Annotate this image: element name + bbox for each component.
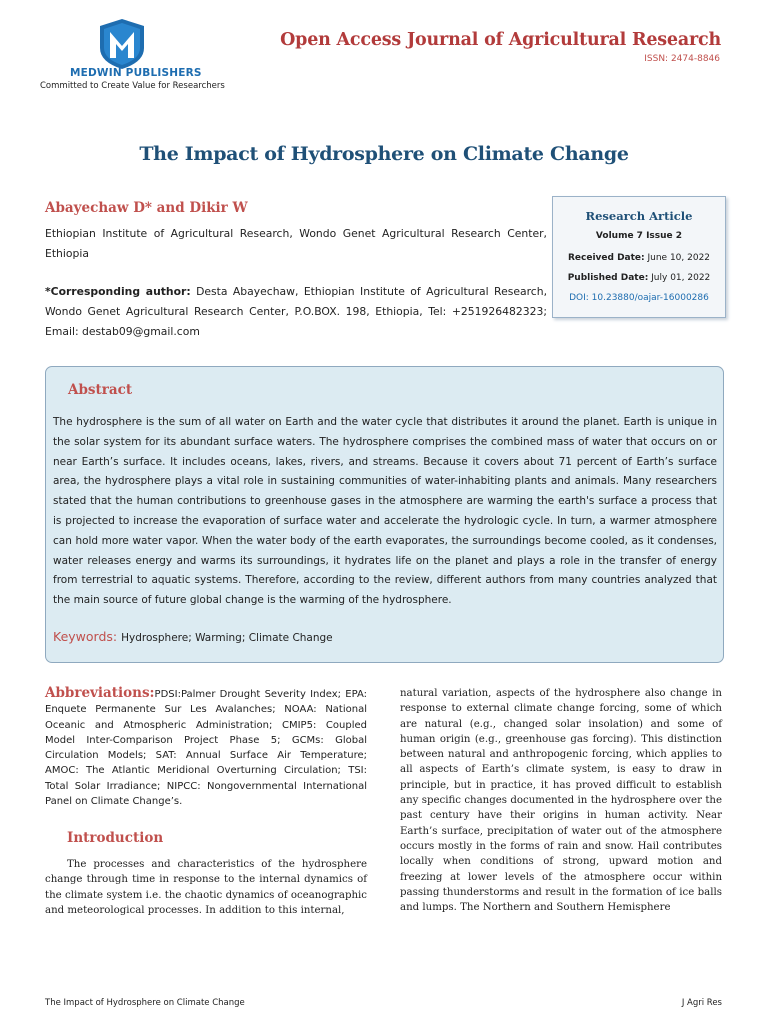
keywords-label: Keywords: xyxy=(53,629,118,644)
published-label: Published Date: xyxy=(567,273,649,283)
article-info-box xyxy=(552,196,726,318)
article-type: Research Article xyxy=(585,209,693,223)
keywords-value: Hydrosphere; Warming; Climate Change xyxy=(121,632,333,644)
published-date xyxy=(553,273,725,283)
publisher-tagline: Committed to Create Value for Researchers xyxy=(40,81,225,91)
received-date xyxy=(553,253,725,263)
right-column-paragraph: natural variation, aspects of the hydrosphere also change in response to external climate change forcing, some of which are natural (e.g., changed solar insolation) and some of human origin (e.g., greenhouse gas forcing). This distinction between natural and anthropogenic forcing, which applies to all aspects of Earth’s climate system, is easy to draw in principle, but in practice, it has proved difficult to establish any specific changes documented in the hydrosphere over the past century have their origins in human activity. Near Earth’s surface, precipitation of water out of the atmosphere occurs mostly in the forms of rain and snow. Hail contributes locally when conditions of strong, upward motion and freezing at lower levels of the atmosphere occur within passing thunderstorms and result in the formation of ice balls and lumps. The Northern and Southern Hemisphere xyxy=(400,688,722,914)
received-label: Received Date: xyxy=(567,253,645,263)
doi-link[interactable]: DOI: 10.23880/oajar-16000286 xyxy=(569,293,709,303)
abstract-heading: Abstract xyxy=(68,382,133,398)
corresponding-author xyxy=(45,282,547,342)
abstract-text: The hydrosphere is the sum of all water on Earth and the water cycle that distributes it around the planet. Earth is unique in the solar system for its abundant surface waters. The hydrosphere comprises the combined mass of water that occurs on or near Earth’s surface. It includes oceans, lakes, rivers, and streams. Because it covers about 71 percent of Earth’s surface area, the hydrosphere plays a vital role in sustaining communities of water-inhabiting plants and animals. Many researchers stated that the human contributions to greenhouse gases in the atmosphere are warming the earth's surface a process that is projected to increase the evaporation of surface water and accelerate the hydrologic cycle. In turn, a warmer atmosphere can hold more water vapor. When the water body of the earth evaporates, the surroundings become cooled, as it condenses, water releases energy and warms its surroundings, it hydrates life on the planet and plays a role in the transfer of energy from terrestrial to aquatic systems. Therefore, according to the review, different authors from many countries analyzed that the main source of future global change is the warming of the hydrosphere. xyxy=(53,416,717,607)
keywords xyxy=(53,626,333,645)
abbreviations-label: Abbreviations: xyxy=(45,685,155,701)
corresponding-label: *Corresponding author: xyxy=(45,285,191,298)
abbreviations-paragraph xyxy=(45,686,367,809)
author-list: Abayechaw D* and Dikir W xyxy=(45,200,248,216)
footer-journal-abbrev: J Agri Res xyxy=(681,998,722,1008)
footer-running-title: The Impact of Hydrosphere on Climate Change xyxy=(45,998,245,1008)
volume-issue: Volume 7 Issue 2 xyxy=(595,231,683,241)
affiliation: Ethiopian Institute of Agricultural Research, Wondo Genet Agricultural Research Center, Ethiopia xyxy=(45,227,547,260)
received-value: June 10, 2022 xyxy=(644,253,711,263)
introduction-paragraph: The processes and characteristics of the hydrosphere change through time in response to the internal dynamics of the climate system i.e. the chaotic dynamics of oceanographic and meteorological processes. In addition to this internal, xyxy=(45,859,367,916)
medwin-shield-icon xyxy=(98,18,146,70)
introduction-heading: Introduction xyxy=(67,830,164,846)
publisher-name: MEDWIN PUBLISHERS xyxy=(70,67,202,79)
abbreviations-text: PDSI:Palmer Drought Severity Index; EPA: Enquete Permanente Sur Les Avalanches; NOAA: National Oceanic and Atmospheric Administration; CMIP5: Coupled Model Inter-Comparison Project Phase 5; GCMs: Global Circulation Models; SAT: Annual Surface Air Temperature; AMOC: The Atlantic Meridional Overturning Circulation; TSI: Total Solar Irradiance; NIPCC: Nongovernmental International Panel on Climate Change’s. xyxy=(45,689,367,808)
issn: ISSN: 2474-8846 xyxy=(644,54,720,64)
journal-title: Open Access Journal of Agricultural Research xyxy=(280,30,721,50)
article-title: The Impact of Hydrosphere on Climate Change xyxy=(139,143,629,165)
corresponding-details: Desta Abayechaw, Ethiopian Institute of Agricultural Research, Wondo Genet Agricultural Research Center, P.O.BOX. 198, Ethiopia, Tel: +251926482323; Email: destab09@gmail.com xyxy=(45,285,548,338)
published-value: July 01, 2022 xyxy=(648,273,711,283)
abstract-box xyxy=(45,366,724,663)
